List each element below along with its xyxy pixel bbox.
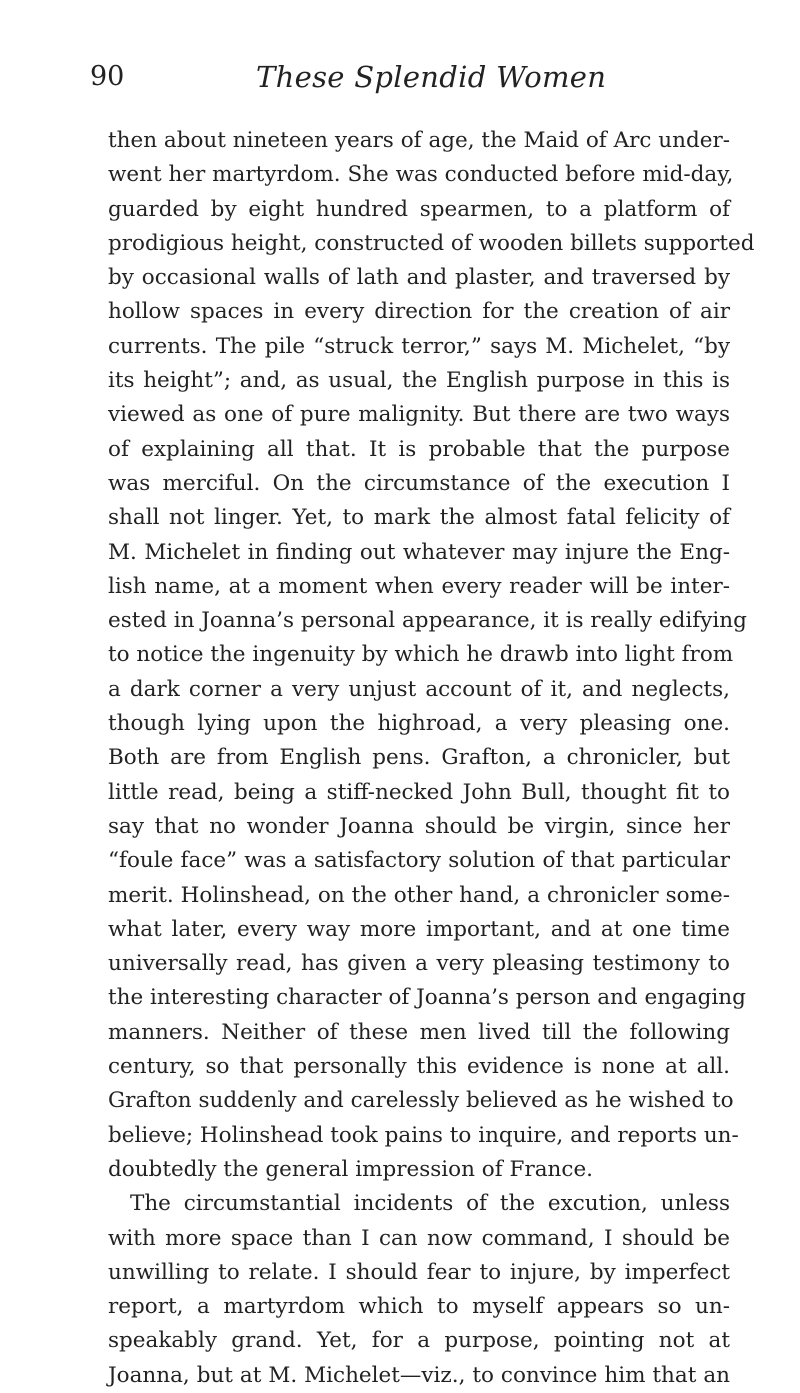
text-line: universally read, has given a very pleasing testimony to [108,951,730,977]
text-line: speakably grand. Yet, for a purpose, pointing not at [108,1328,730,1354]
text-line: though lying upon the highroad, a very pleasing one. [108,711,730,737]
text-line: little read, being a stiff-necked John Bull, thought fit to [108,779,730,805]
text-line: M. Michelet in finding out whatever may injure the Eng- [108,539,730,565]
body-text [108,124,755,1393]
text-line: what later, every way more important, and at one time [108,916,730,942]
text-line: report, a martyrdom which to myself appears so un- [108,1294,730,1320]
text-line: prodigious height, constructed of wooden billets supported [108,230,755,256]
text-line: lish name, at a moment when every reader will be inter- [108,573,730,599]
text-line: The circumstantial incidents of the excution, unless [130,1191,730,1217]
running-title: These Splendid Women [256,60,607,94]
text-line: a dark corner a very unjust account of it, and neglects, [108,676,730,702]
text-line: was merciful. On the circumstance of the execution I [108,470,730,496]
text-line: the interesting character of Joanna’s person and engaging [108,985,746,1011]
page-number: 90 [90,61,125,92]
text-line: then about nineteen years of age, the Maid of Arc under- [108,128,730,153]
text-line: believe; Holinshead took pains to inquire, and reports un- [108,1122,739,1148]
text-line: “foule face” was a satisfactory solution of that particular [108,848,730,874]
text-line: by occasional walls of lath and plaster, and traversed by [108,265,730,291]
text-line: Both are from English pens. Grafton, a chronicler, but [108,745,730,771]
text-line: doubtedly the general impression of France. [108,1156,593,1182]
text-line: went her martyrdom. She was conducted before mid-day, [108,162,734,188]
text-line: say that no wonder Joanna should be virgin, since her [108,813,730,839]
text-line: guarded by eight hundred spearmen, to a platform of [108,196,730,222]
text-line: manners. Neither of these men lived till the following [108,1019,730,1045]
text-line: Grafton suddenly and carelessly believed as he wished to [108,1088,734,1114]
text-line: to notice the ingenuity by which he drawb into light from [108,642,734,668]
text-line: Joanna, but at M. Michelet—viz., to convince him that an [108,1362,730,1388]
text-line: merit. Holinshead, on the other hand, a chronicler some- [108,882,730,908]
text-line: its height”; and, as usual, the English purpose in this is [108,368,730,394]
text-line: hollow spaces in every direction for the creation of air [108,299,730,325]
text-line: unwilling to relate. I should fear to injure, by imperfect [108,1259,730,1285]
text-line: century, so that personally this evidence is none at all. [108,1054,730,1080]
text-line: currents. The pile “struck terror,” says M. Michelet, “by [108,333,730,359]
text-line: with more space than I can now command, I should be [108,1225,730,1251]
text-line: ested in Joanna’s personal appearance, it is really edifying [108,608,747,634]
text-line: shall not linger. Yet, to mark the almost fatal felicity of [108,505,730,531]
text-line: of explaining all that. It is probable that the purpose [108,436,730,462]
text-line: viewed as one of pure malignity. But there are two ways [108,402,730,428]
page-header [90,62,730,102]
